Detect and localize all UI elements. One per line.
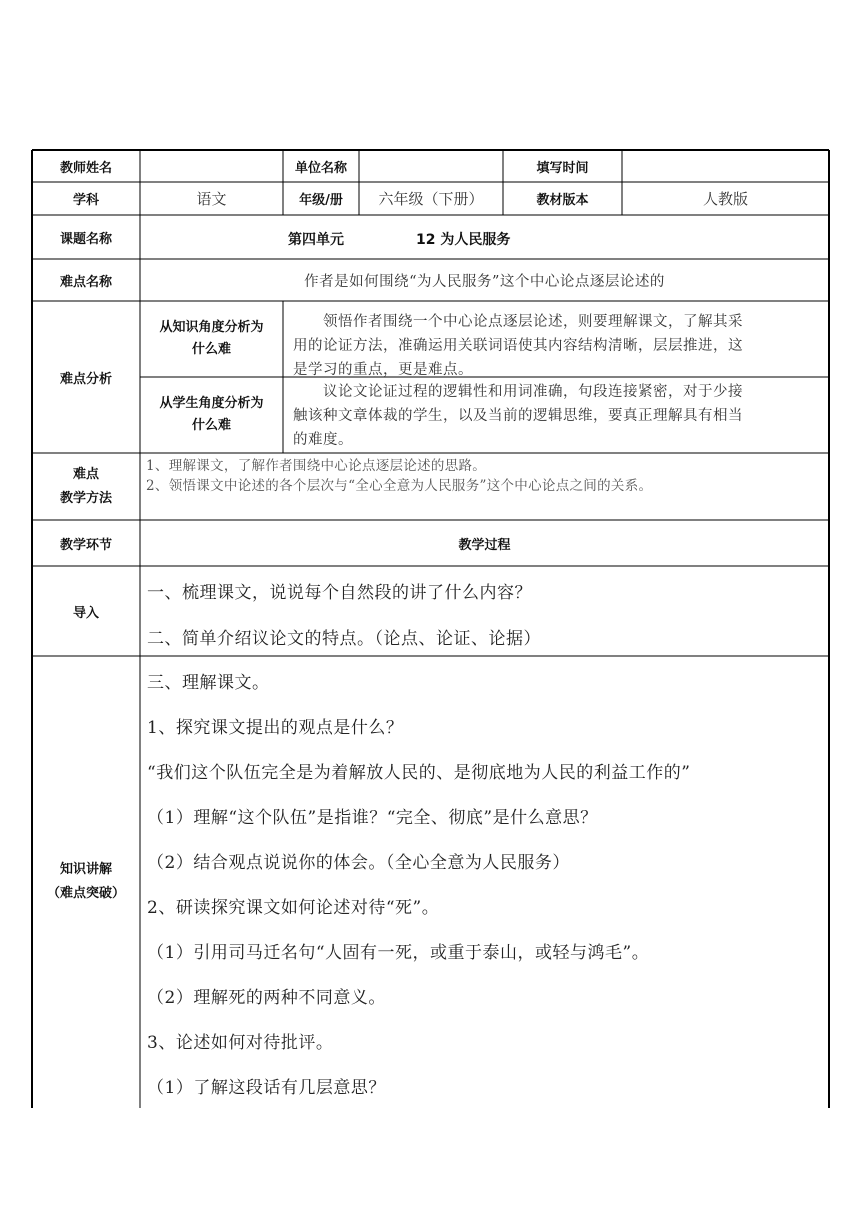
- knowledge-section-label-line1: 知识讲解: [59, 862, 112, 877]
- method-line: 1、理解课文，了解作者围绕中心论点逐层论述的思路。: [146, 458, 487, 474]
- knowledge-line: 是学习的重点，更是难点。: [293, 362, 473, 378]
- method-label-line1: 难点: [72, 466, 99, 482]
- unit-name-label: 单位名称: [294, 160, 347, 176]
- student-angle-text: [293, 380, 825, 452]
- intro-line: 二、简单介绍议论文的特点。（论点、论证、论据）: [147, 629, 541, 649]
- lesson-title: 12 为人民服务: [416, 232, 511, 248]
- knowledge-line: 3、论述如何对待批评。: [147, 1033, 334, 1053]
- method-line: 2、领悟课文中论述的各个层次与“全心全意为人民服务”这个中心论点之间的关系。: [146, 478, 653, 494]
- grade-label: 年级/册: [299, 193, 343, 208]
- method-label: [32, 453, 140, 520]
- student-angle-label-line1: 从学生角度分析为: [159, 396, 264, 411]
- teacher-name-label: 教师姓名: [59, 160, 112, 176]
- knowledge-line: （1）理解“这个队伍”是指谁？“完全、彻底”是什么意思？: [147, 808, 598, 828]
- student-line: 议论文论证过程的逻辑性和用词准确，句段连接紧密，对于少接: [293, 384, 743, 400]
- student-line: 触该种文章体裁的学生，以及当前的逻辑思维，要真正理解具有相当: [293, 408, 743, 424]
- lesson-label: 课题名称: [59, 231, 112, 247]
- difficulty-name-value: 作者是如何围绕“为人民服务”这个中心论点逐层论述的: [304, 273, 665, 290]
- knowledge-line: 用的论证方法，准确运用关联词语使其内容结构清晰，层层推进，这: [293, 338, 743, 354]
- teaching-process-label: 教学过程: [458, 537, 511, 553]
- difficulty-analysis-label: 难点分析: [59, 371, 112, 387]
- subject-label: 学科: [72, 193, 99, 208]
- student-line: 的难度。: [293, 432, 353, 448]
- intro-line: 一、梳理课文，说说每个自然段的讲了什么内容？: [147, 583, 532, 603]
- fill-time-label: 填写时间: [536, 160, 589, 176]
- method-label-line2: 教学方法: [59, 490, 112, 506]
- intro-label: 导入: [72, 605, 99, 621]
- grade-value: 六年级（下册）: [378, 190, 484, 208]
- knowledge-section-label: [32, 656, 140, 1108]
- knowledge-section-label-line2: （难点突破）: [46, 886, 125, 901]
- knowledge-line: （2）结合观点说说你的体会。（全心全意为人民服务）: [147, 853, 570, 873]
- edition-value: 人教版: [702, 190, 748, 208]
- subject-value: 语文: [196, 190, 227, 208]
- knowledge-line: 三、理解课文。: [147, 673, 270, 693]
- unit-name-value: [359, 150, 503, 182]
- knowledge-line: 1、探究课文提出的观点是什么？: [147, 718, 404, 738]
- knowledge-line: 领悟作者围绕一个中心论点逐层论述，则要理解课文，了解其采: [293, 314, 743, 330]
- knowledge-line: “我们这个队伍完全是为着解放人民的、是彻底地为人民的利益工作的”: [147, 763, 691, 783]
- student-angle-label-line2: 什么难: [191, 418, 231, 433]
- knowledge-angle-text: [293, 310, 825, 382]
- knowledge-line: （1）引用司马迁名句“人固有一死，或重于泰山，或轻与鸿毛”。: [147, 943, 650, 963]
- knowledge-line: 2、研读探究课文如何论述对待“死”。: [147, 898, 440, 918]
- lesson-unit: 第四单元: [288, 232, 344, 248]
- fill-time-value: [622, 150, 829, 182]
- knowledge-angle-label-line2: 什么难: [191, 342, 231, 357]
- knowledge-line: （1）了解这段话有几层意思？: [147, 1078, 386, 1098]
- student-angle-label: [140, 377, 283, 453]
- method-text: [146, 456, 828, 496]
- lesson-title-cell: [140, 215, 829, 259]
- knowledge-angle-label-line1: 从知识角度分析为: [159, 320, 264, 335]
- teacher-name-value: [140, 150, 283, 182]
- knowledge-angle-label: [140, 301, 283, 377]
- edition-label: 教材版本: [536, 193, 589, 208]
- knowledge-line: （2）理解死的两种不同意义。: [147, 988, 386, 1008]
- difficulty-name-label: 难点名称: [59, 274, 112, 290]
- teaching-step-label: 教学环节: [59, 537, 112, 553]
